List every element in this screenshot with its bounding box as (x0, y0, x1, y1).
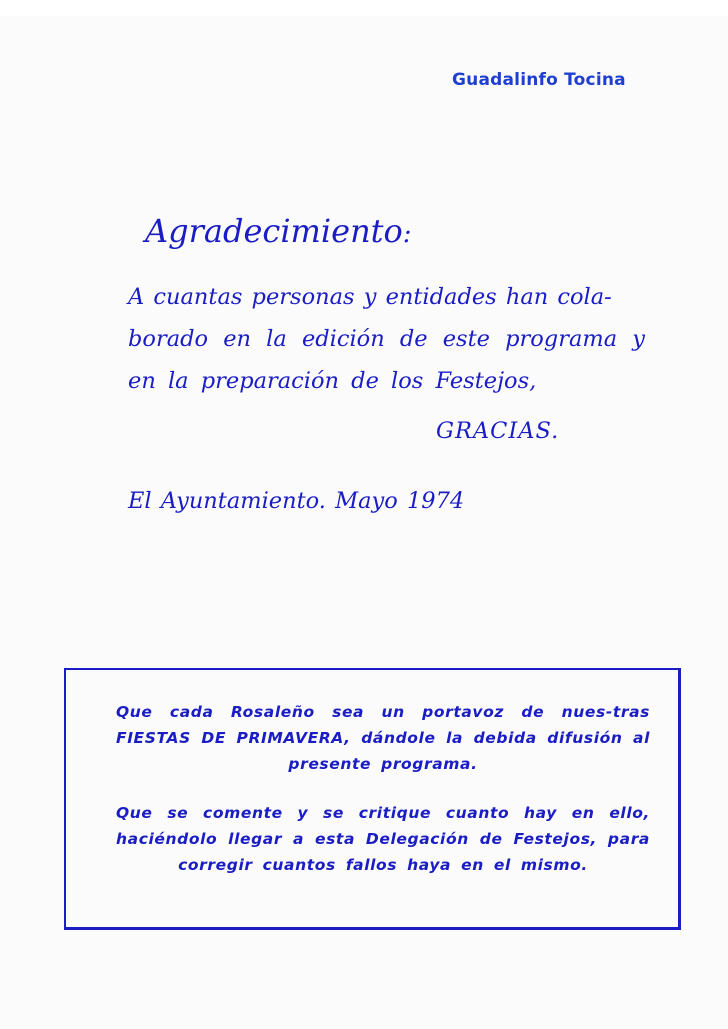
thanks-line-2: borado en la edición de este programa y (128, 326, 645, 352)
notice-box (64, 668, 681, 930)
notice-paragraph-2: Que se comente y se critique cuanto hay en ello, haciéndolo llegar a esta Delegación de Festejos, para corregir cuantos fallos haya en el mismo. (116, 804, 650, 874)
thanks-line-1: A cuantas personas y entidades han cola- (128, 284, 612, 310)
thanks-heading-text: Agradecimiento (145, 212, 403, 250)
watermark-label: Guadalinfo Tocina (452, 70, 626, 90)
thanks-heading-colon: : (402, 219, 412, 249)
notice-paragraph-1: Que cada Rosaleño sea un portavoz de nues-tras FIESTAS DE PRIMAVERA, dándole la debida difusión al presente programa. (116, 703, 650, 773)
signature-line: El Ayuntamiento. Mayo 1974 (128, 488, 465, 514)
thanks-line-3: en la preparación de los Festejos, (128, 368, 537, 394)
thanks-heading (145, 212, 412, 250)
document-page (0, 16, 728, 1029)
thanks-closing: GRACIAS. (436, 418, 560, 444)
